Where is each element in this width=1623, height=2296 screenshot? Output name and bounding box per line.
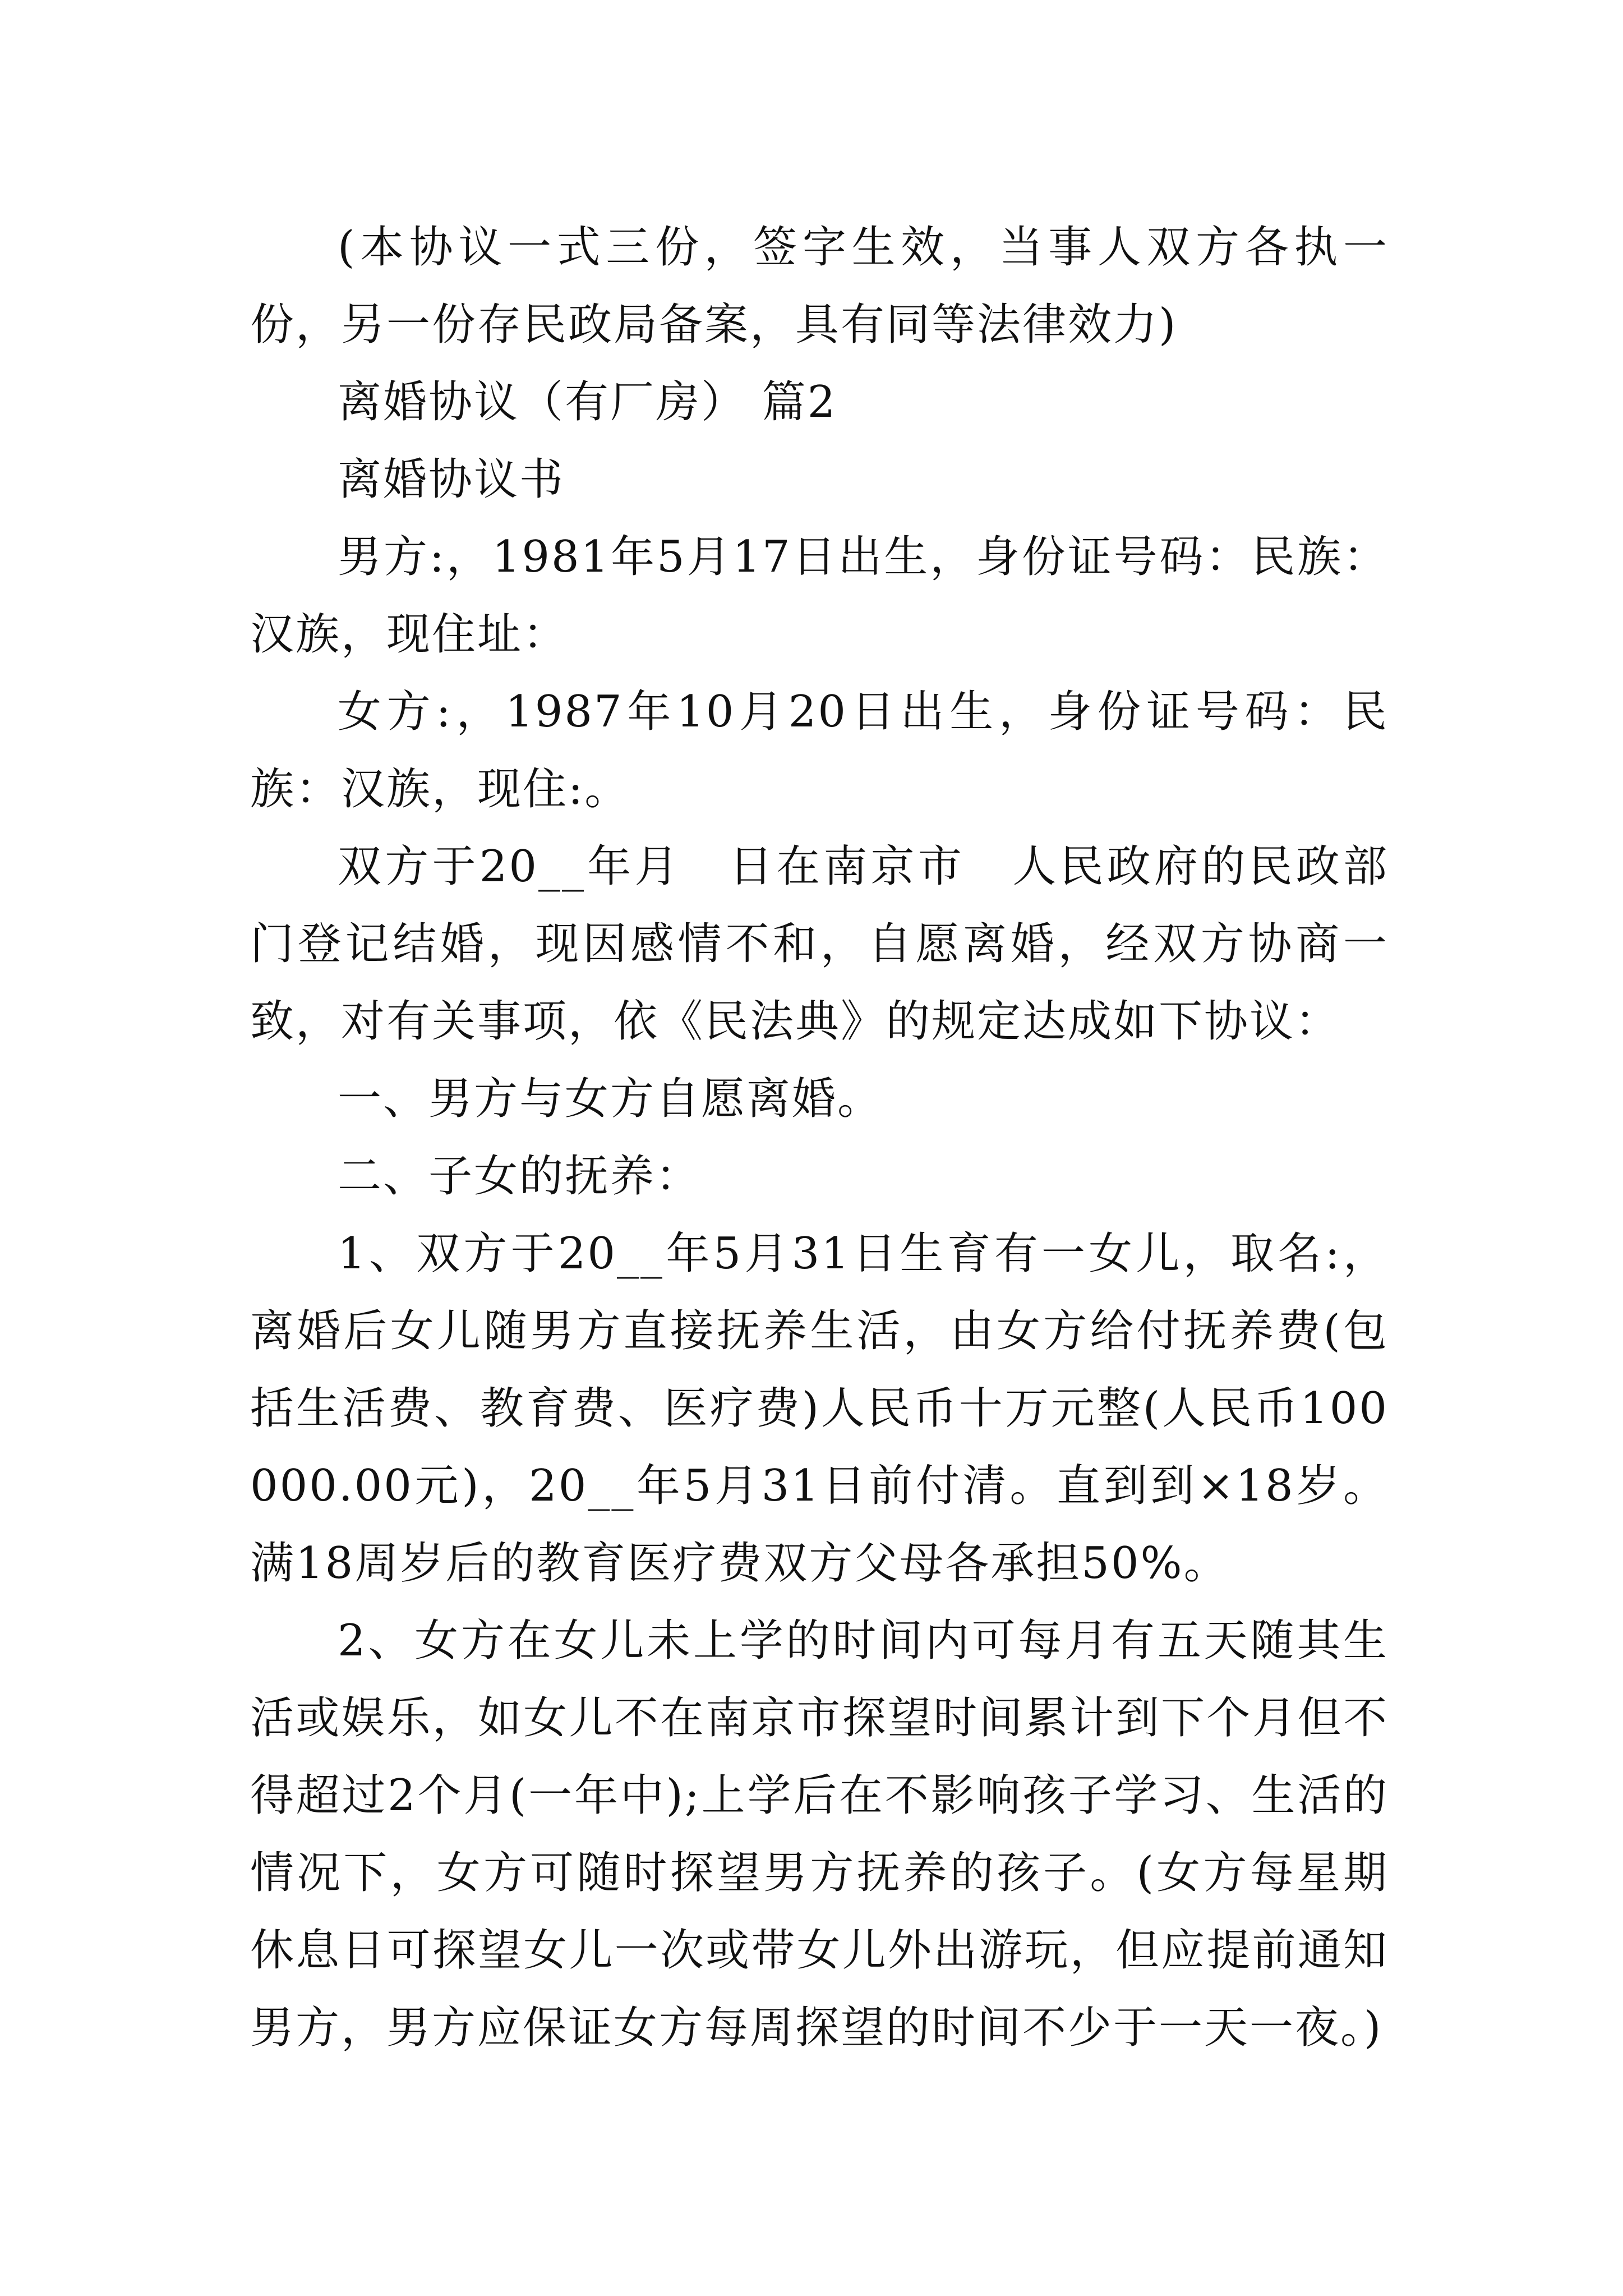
clause-two-child-custody: 二、子女的抚养： (338, 1151, 702, 1202)
document-body (250, 209, 1389, 2067)
clause-two-item-two: 2、女方在女儿未上学的时间内可每月有五天随其生活或娱乐，如女儿不在南京市探望时间累计到下个月但不得超过2个月(一年中);上学后在不影响孩子学习、生活的情况下，女方可随时探望男方抚养的孩子。(女方每星期休息日可探望女儿一次或带女儿外出游玩，但应提前通知男方，男方应保证女方每周探望的时间不少于一天一夜。) (250, 1616, 1389, 2053)
paragraph-male-party: 男方:，1981年5月17日出生，身份证号码：民族：汉族，现住址： (250, 532, 1389, 660)
paragraph-copies-note: (本协议一式三份，签字生效，当事人双方各执一份，另一份存民政局备案，具有同等法律效力) (250, 222, 1389, 350)
paragraph-female-party: 女方:，1987年10月20日出生，身份证号码：民族：汉族，现住:。 (250, 687, 1389, 815)
clause-one-divorce: 一、男方与女方自愿离婚。 (338, 1074, 883, 1124)
clause-two-item-one: 1、双方于20__年5月31日生育有一女儿，取名:，离婚后女儿随男方直接抚养生活，由女方给付抚养费(包括生活费、教育费、医疗费)人民币十万元整(人民币100000.00元)，20__年5月31日前付清。直到到×18岁。满18周岁后的教育医疗费双方父母各承担50%。 (250, 1228, 1389, 1589)
document-title: 离婚协议书 (338, 454, 565, 505)
section-title: 离婚协议（有厂房） 篇2 (338, 377, 837, 427)
paragraph-marriage-registration: 双方于20__年月 日在南京市 人民政府的民政部门登记结婚，现因感情不和，自愿离婚，经双方协商一致，对有关事项，依《民法典》的规定达成如下协议： (250, 841, 1389, 1047)
